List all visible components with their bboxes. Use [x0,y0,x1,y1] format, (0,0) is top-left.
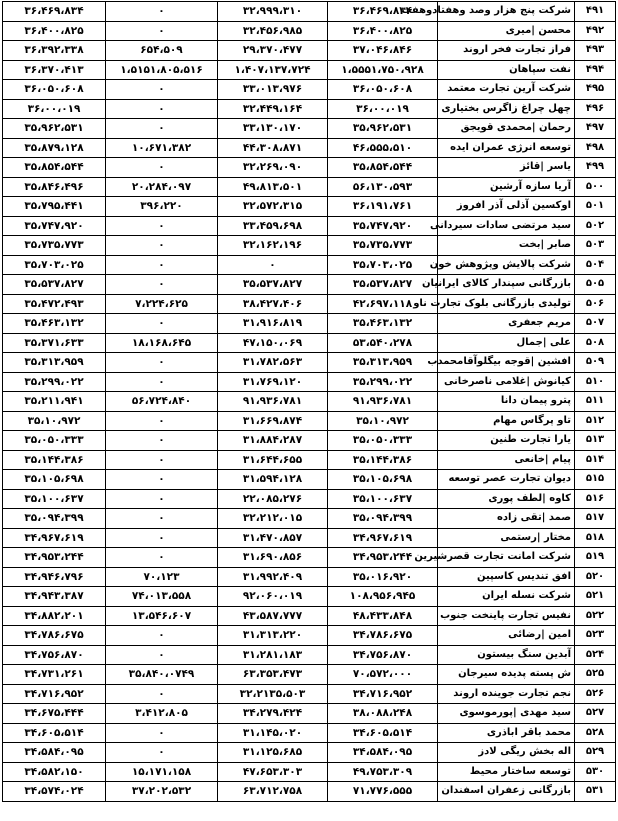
company-name: اله بخش ریگی لادز [438,743,575,763]
value-col-1: ۴۶،۵۵۵،۵۱۰ [328,138,438,158]
row-index: ۵۲۷ [575,704,616,724]
value-col-3: ۰ [106,470,218,490]
row-index: ۵۲۴ [575,645,616,665]
row-index: ۵۱۱ [575,392,616,412]
table-row [3,489,616,509]
company-name: چهل چراغ زاگرس بختیاری [438,99,575,119]
value-col-1: ۳۴،۹۶۷،۶۱۹ [328,528,438,548]
company-name: بازرگانی زعفران اسفندان [438,782,575,802]
value-col-4: ۳۴،۵۸۴،۰۹۵ [3,743,106,763]
company-name: نفت سپاهان [438,60,575,80]
table-row [3,21,616,41]
table-row [3,704,616,724]
table-row [3,431,616,451]
value-col-2: ۳۱،۶۴۴،۶۵۵ [218,450,328,470]
value-col-4: ۳۴،۹۶۷،۶۱۹ [3,528,106,548]
company-name: فراز تجارت فخر اروند [438,41,575,61]
value-col-4: ۳۵،۸۷۹،۱۲۸ [3,138,106,158]
table-row [3,177,616,197]
table-row [3,197,616,217]
value-col-2: ۳۱،۱۴۵،۰۲۰ [218,723,328,743]
table-row [3,762,616,782]
value-col-2: ۴۳،۵۸۷،۷۷۷ [218,606,328,626]
value-col-2: ۳۲،۲۱۳۵،۵۰۳ [218,684,328,704]
row-index: ۵۰۳ [575,236,616,256]
table-row [3,99,616,119]
table-row [3,255,616,275]
value-col-3: ۰ [106,509,218,529]
value-col-2: ۳۲،۴۵۶،۹۸۵ [218,21,328,41]
company-name: ش پسته پدیده سیرجان [438,665,575,685]
row-index: ۵۱۲ [575,411,616,431]
company-name: افشین |قوجه بیگلوآقامحمدب [438,353,575,373]
value-col-3: ۳۷،۲۰۲،۵۳۲ [106,782,218,802]
value-col-2: ۳۳،۴۵۹،۶۹۸ [218,216,328,236]
table-row [3,548,616,568]
value-col-3: ۰ [106,275,218,295]
table-row [3,626,616,646]
value-col-4: ۳۴،۷۱۶،۹۵۲ [3,684,106,704]
company-name: شرکت نسله ایران [438,587,575,607]
value-col-4: ۳۶،۴۰۰،۸۲۵ [3,21,106,41]
company-name: کاوه |لطف پوری [438,489,575,509]
value-col-2: ۳۱،۷۸۲،۵۶۳ [218,353,328,373]
row-index: ۴۹۱ [575,2,616,22]
value-col-1: ۳۵،۰۹۴،۳۹۹ [328,509,438,529]
value-col-4: ۳۵،۷۹۵،۴۴۱ [3,197,106,217]
table-row [3,60,616,80]
company-name: پترو پیمان دانا [438,392,575,412]
company-name: امین |رضائی [438,626,575,646]
value-col-4: ۳۵،۲۹۹،۰۲۲ [3,372,106,392]
value-col-3: ۰ [106,158,218,178]
company-name: توسعه انرژی عمران ایده [438,138,575,158]
value-col-4: ۳۶،۳۷۰،۴۱۳ [3,60,106,80]
value-col-2: ۳۳،۱۳۰،۱۷۰ [218,119,328,139]
value-col-1: ۳۵،۳۱۳،۹۵۹ [328,353,438,373]
value-col-4: ۳۵،۷۳۵،۷۷۳ [3,236,106,256]
value-col-4: ۳۶،۰۰،۰۱۹ [3,99,106,119]
value-col-1: ۳۴،۶۰۵،۵۱۴ [328,723,438,743]
company-name: مریم جعفری [438,314,575,334]
value-col-4: ۳۵،۳۷۱،۶۳۳ [3,333,106,353]
value-col-3: ۰ [106,743,218,763]
row-index: ۴۹۲ [575,21,616,41]
value-col-2: ۹۲،۰۶۰،۰۱۹ [218,587,328,607]
value-col-2: ۳۱،۸۸۴،۲۸۷ [218,431,328,451]
row-index: ۵۱۳ [575,431,616,451]
table-row [3,372,616,392]
value-col-3: ۱۵،۱۷۱،۱۵۸ [106,762,218,782]
value-col-3: ۰ [106,80,218,100]
value-col-1: ۴۲،۶۹۷،۱۱۸ [328,294,438,314]
value-col-3: ۷۴،۰۱۳،۵۵۸ [106,587,218,607]
row-index: ۵۲۳ [575,626,616,646]
value-col-1: ۳۵،۵۳۷،۸۲۷ [328,275,438,295]
row-index: ۴۹۹ [575,158,616,178]
data-table [2,1,616,802]
value-col-1: ۳۴،۷۱۶،۹۵۲ [328,684,438,704]
value-col-2: ۰ [218,255,328,275]
value-col-4: ۳۵،۱۰۰،۶۳۷ [3,489,106,509]
table-row [3,723,616,743]
company-name: آبدین سنگ بیستون [438,645,575,665]
value-col-1: ۳۶،۰۰،۰۱۹ [328,99,438,119]
value-col-2: ۳۲،۵۷۲،۳۱۵ [218,197,328,217]
value-col-1: ۳۵،۹۶۲،۵۳۱ [328,119,438,139]
value-col-1: ۳۴،۹۵۳،۲۴۴ [328,548,438,568]
row-index: ۴۹۴ [575,60,616,80]
table-row [3,236,616,256]
row-index: ۵۰۹ [575,353,616,373]
company-name: یاسر |قائز [438,158,575,178]
value-col-2: ۳۱،۲۸۱،۱۸۳ [218,645,328,665]
table-row [3,606,616,626]
row-index: ۵۲۱ [575,587,616,607]
value-col-2: ۳۲،۹۹۹،۳۱۰ [218,2,328,22]
table-row [3,275,616,295]
value-col-1: ۳۷،۰۴۶،۸۴۶ [328,41,438,61]
value-col-4: ۳۵،۰۹۴،۳۹۹ [3,509,106,529]
value-col-3: ۰ [106,119,218,139]
table-row [3,2,616,22]
row-index: ۵۱۵ [575,470,616,490]
value-col-2: ۳۱،۴۷۰،۸۵۷ [218,528,328,548]
row-index: ۵۱۶ [575,489,616,509]
value-col-1: ۵۶،۱۳۰،۵۹۳ [328,177,438,197]
value-col-1: ۱۰۸،۹۵۶،۹۴۵ [328,587,438,607]
value-col-3: ۲۰،۲۸۴،۰۹۷ [106,177,218,197]
table-body [3,2,616,802]
value-col-2: ۳۱،۹۹۲،۴۰۹ [218,567,328,587]
value-col-3: ۰ [106,372,218,392]
value-col-2: ۴۷،۶۵۳،۳۰۳ [218,762,328,782]
value-col-4: ۳۵،۲۱۱،۹۴۱ [3,392,106,412]
company-name: صمد |تقی زاده [438,509,575,529]
value-col-1: ۳۵،۷۳۵،۷۷۳ [328,236,438,256]
row-index: ۵۰۵ [575,275,616,295]
value-col-3: ۰ [106,255,218,275]
value-col-4: ۳۵،۸۴۶،۴۹۶ [3,177,106,197]
row-index: ۴۹۳ [575,41,616,61]
company-name: محمد باقر اباذری [438,723,575,743]
table-row [3,119,616,139]
value-col-1: ۹۱،۹۳۶،۷۸۱ [328,392,438,412]
value-col-3: ۷،۲۲۴،۶۲۵ [106,294,218,314]
value-col-3: ۰ [106,99,218,119]
value-col-2: ۱،۴۰۷،۱۳۷،۷۲۴ [218,60,328,80]
value-col-3: ۱،۵۱۵۱،۸۰۵،۵۱۶ [106,60,218,80]
value-col-1: ۳۵،۰۱۶،۹۲۰ [328,567,438,587]
value-col-4: ۳۵،۱۰،۹۷۲ [3,411,106,431]
value-col-2: ۳۱،۵۹۴،۱۲۸ [218,470,328,490]
value-col-1: ۳۵،۱۰،۹۷۲ [328,411,438,431]
value-col-1: ۴۸،۴۳۳،۸۴۸ [328,606,438,626]
value-col-2: ۳۵،۵۳۷،۸۲۷ [218,275,328,295]
company-name: بازرگانی سپندار کالای ایرانیان [438,275,575,295]
row-index: ۵۰۴ [575,255,616,275]
row-index: ۵۱۰ [575,372,616,392]
company-name: کیانوش |غلامی ناصرخانی [438,372,575,392]
company-name: نجم تجارت جوینده اروند [438,684,575,704]
company-name: سید مهدی |پورموسوی [438,704,575,724]
company-name: شرکت پالایش وپژوهش خون [438,255,575,275]
row-index: ۵۱۷ [575,509,616,529]
value-col-4: ۳۵،۸۵۴،۵۴۴ [3,158,106,178]
company-name: پیام |خانعی [438,450,575,470]
value-col-4: ۳۶،۴۶۹،۸۳۴ [3,2,106,22]
value-col-4: ۳۶،۳۹۲،۳۳۸ [3,41,106,61]
company-name: مختار |رستمی [438,528,575,548]
row-index: ۵۰۲ [575,216,616,236]
value-col-4: ۳۵،۷۴۷،۹۲۰ [3,216,106,236]
value-col-4: ۳۴،۸۸۲،۲۰۱ [3,606,106,626]
row-index: ۵۰۸ [575,333,616,353]
value-col-4: ۳۴،۷۳۱،۲۶۱ [3,665,106,685]
value-col-1: ۳۶،۱۹۱،۷۶۱ [328,197,438,217]
value-col-1: ۱،۵۵۵۱،۷۵۰،۹۲۸ [328,60,438,80]
company-name: آریا سازه آرشین [438,177,575,197]
table-row [3,353,616,373]
row-index: ۵۰۶ [575,294,616,314]
row-index: ۵۰۰ [575,177,616,197]
value-col-3: ۰ [106,236,218,256]
value-col-4: ۳۴،۷۸۶،۶۷۵ [3,626,106,646]
value-col-2: ۳۱،۳۱۳،۲۲۰ [218,626,328,646]
value-col-4: ۳۴،۵۷۴،۰۲۴ [3,782,106,802]
value-col-2: ۳۲،۴۴۹،۱۶۴ [218,99,328,119]
value-col-1: ۷۱،۷۷۶،۵۵۵ [328,782,438,802]
table-row [3,158,616,178]
value-col-2: ۳۲،۱۶۲،۱۹۶ [218,236,328,256]
row-index: ۵۱۸ [575,528,616,548]
value-col-2: ۶۳،۷۱۲،۷۵۸ [218,782,328,802]
table-row [3,587,616,607]
value-col-3: ۰ [106,2,218,22]
value-col-1: ۴۹،۷۵۳،۳۰۹ [328,762,438,782]
table-row [3,294,616,314]
value-col-3: ۰ [106,528,218,548]
value-col-1: ۳۶،۴۰۰،۸۲۵ [328,21,438,41]
table-row [3,567,616,587]
value-col-1: ۳۵،۷۴۷،۹۲۰ [328,216,438,236]
table-row [3,782,616,802]
value-col-4: ۳۵،۱۰۵،۶۹۸ [3,470,106,490]
table-row [3,684,616,704]
value-col-3: ۰ [106,314,218,334]
value-col-2: ۲۲،۰۸۵،۲۷۶ [218,489,328,509]
value-col-4: ۳۴،۵۸۲،۱۵۰ [3,762,106,782]
company-name: نفیس تجارت پاینخت جنوب [438,606,575,626]
value-col-2: ۳۱،۷۶۹،۱۲۰ [218,372,328,392]
row-index: ۵۲۶ [575,684,616,704]
value-col-4: ۳۵،۱۴۴،۳۸۶ [3,450,106,470]
value-col-1: ۳۶،۴۶۹،۸۳۴ [328,2,438,22]
value-col-3: ۰ [106,684,218,704]
value-col-4: ۳۴،۷۵۶،۸۷۰ [3,645,106,665]
row-index: ۴۹۶ [575,99,616,119]
company-name: افق تندیس کاسپین [438,567,575,587]
row-index: ۵۲۸ [575,723,616,743]
value-col-1: ۳۵،۱۰۵،۶۹۸ [328,470,438,490]
value-col-2: ۳۱،۶۹۰،۸۵۶ [218,548,328,568]
value-col-1: ۳۵،۷۰۳،۰۲۵ [328,255,438,275]
row-index: ۵۲۹ [575,743,616,763]
value-col-4: ۳۶،۰۵۰،۶۰۸ [3,80,106,100]
row-index: ۵۲۰ [575,567,616,587]
value-col-2: ۲۹،۳۷۰،۴۷۷ [218,41,328,61]
value-col-4: ۳۴،۶۰۵،۵۱۴ [3,723,106,743]
value-col-4: ۳۴،۹۴۳،۳۸۷ [3,587,106,607]
value-col-2: ۳۱،۱۲۵،۶۸۵ [218,743,328,763]
company-name: اوکسین آذلی آذر افروز [438,197,575,217]
value-col-2: ۹۱،۹۳۶،۷۸۱ [218,392,328,412]
value-col-4: ۳۴،۹۵۳،۲۴۴ [3,548,106,568]
value-col-3: ۰ [106,548,218,568]
value-col-2: ۶۳،۳۵۳،۴۷۳ [218,665,328,685]
value-col-3: ۳۹۶،۲۲۰ [106,197,218,217]
row-index: ۵۱۴ [575,450,616,470]
value-col-2: ۴۴،۳۰۸،۸۷۱ [218,138,328,158]
row-index: ۵۳۱ [575,782,616,802]
company-name: علی |جمال [438,333,575,353]
value-col-2: ۴۷،۱۵۰،۰۶۹ [218,333,328,353]
value-col-3: ۳۵،۸۴۰،۰۷۴۹ [106,665,218,685]
company-name: تاو پرگاس مهام [438,411,575,431]
value-col-1: ۳۵،۲۹۹،۰۲۲ [328,372,438,392]
table-row [3,80,616,100]
value-col-4: ۳۵،۴۶۳،۱۳۲ [3,314,106,334]
value-col-1: ۷۰،۵۷۲،۰۰۰ [328,665,438,685]
table-row [3,314,616,334]
table-row [3,509,616,529]
value-col-2: ۳۸،۴۲۷،۴۰۶ [218,294,328,314]
company-name: شرکت امانت تجارت قصرشیرین [438,548,575,568]
value-col-2: ۴۹،۸۱۳،۵۰۱ [218,177,328,197]
value-col-4: ۳۵،۵۳۷،۸۲۷ [3,275,106,295]
table-row [3,743,616,763]
value-col-2: ۳۳،۰۱۳،۹۷۶ [218,80,328,100]
value-col-3: ۰ [106,723,218,743]
value-col-1: ۳۵،۸۵۴،۵۴۴ [328,158,438,178]
value-col-1: ۳۴،۷۵۶،۸۷۰ [328,645,438,665]
value-col-3: ۷۰،۱۲۳ [106,567,218,587]
value-col-2: ۳۱،۹۱۶،۸۱۹ [218,314,328,334]
value-col-3: ۰ [106,450,218,470]
value-col-3: ۰ [106,489,218,509]
value-col-3: ۰ [106,431,218,451]
table-row [3,333,616,353]
company-name: صابر |بخت [438,236,575,256]
value-col-2: ۳۱،۶۶۹،۸۷۴ [218,411,328,431]
row-index: ۴۹۵ [575,80,616,100]
value-col-1: ۳۵،۱۴۴،۳۸۶ [328,450,438,470]
company-name: تولیدی بازرگانی بلوک تجارت ناو [438,294,575,314]
table-row [3,470,616,490]
row-index: ۵۰۱ [575,197,616,217]
value-col-1: ۳۶،۰۵۰،۶۰۸ [328,80,438,100]
company-name: شرکت پنج هزار وصد وهفتادوهفت [438,2,575,22]
company-name: سید مرتضی سادات سیردانی [438,216,575,236]
table-row [3,528,616,548]
table-row [3,392,616,412]
value-col-1: ۳۵،۱۰۰،۶۳۷ [328,489,438,509]
value-col-2: ۳۲،۲۶۹،۰۹۰ [218,158,328,178]
row-index: ۵۱۹ [575,548,616,568]
value-col-4: ۳۵،۷۰۳،۰۲۵ [3,255,106,275]
value-col-3: ۱۰،۶۷۱،۳۸۲ [106,138,218,158]
value-col-4: ۳۵،۳۱۳،۹۵۹ [3,353,106,373]
row-index: ۵۰۷ [575,314,616,334]
table-row [3,665,616,685]
table-row [3,216,616,236]
value-col-3: ۶۵۴،۵۰۹ [106,41,218,61]
company-name: یارا تجارت طنین [438,431,575,451]
value-col-4: ۳۵،۹۶۲،۵۳۱ [3,119,106,139]
value-col-4: ۳۵،۴۷۲،۴۹۳ [3,294,106,314]
row-index: ۵۳۰ [575,762,616,782]
value-col-3: ۰ [106,626,218,646]
row-index: ۴۹۷ [575,119,616,139]
table-row [3,411,616,431]
value-col-3: ۰ [106,21,218,41]
value-col-1: ۳۴،۵۸۴،۰۹۵ [328,743,438,763]
value-col-1: ۳۵،۰۵۰،۳۳۳ [328,431,438,451]
value-col-1: ۳۴،۷۸۶،۶۷۵ [328,626,438,646]
company-name: توسعه ساختار محیط [438,762,575,782]
company-name: رحمان |محمدی قویجق [438,119,575,139]
value-col-1: ۳۵،۴۶۳،۱۳۲ [328,314,438,334]
row-index: ۵۲۲ [575,606,616,626]
table-row [3,41,616,61]
value-col-3: ۰ [106,353,218,373]
value-col-1: ۵۳،۵۴۰،۲۷۸ [328,333,438,353]
value-col-4: ۳۵،۰۵۰،۳۳۳ [3,431,106,451]
table-row [3,138,616,158]
value-col-3: ۰ [106,645,218,665]
company-name: شرکت آرین تجارت معتمد [438,80,575,100]
table-row [3,450,616,470]
value-col-3: ۳،۴۱۲،۸۰۵ [106,704,218,724]
value-col-3: ۰ [106,216,218,236]
value-col-3: ۰ [106,411,218,431]
value-col-3: ۱۳،۵۴۶،۶۰۷ [106,606,218,626]
value-col-4: ۳۴،۹۴۶،۷۹۶ [3,567,106,587]
company-name: دیوان تجارت عصر توسعه [438,470,575,490]
value-col-1: ۳۸،۰۸۸،۲۴۸ [328,704,438,724]
value-col-2: ۳۴،۲۷۹،۴۲۴ [218,704,328,724]
value-col-3: ۵۶،۷۲۴،۸۴۰ [106,392,218,412]
value-col-4: ۳۴،۶۷۵،۴۴۴ [3,704,106,724]
value-col-3: ۱۸،۱۶۸،۶۴۵ [106,333,218,353]
value-col-2: ۳۲،۲۱۲،۰۱۵ [218,509,328,529]
table-row [3,645,616,665]
row-index: ۵۲۵ [575,665,616,685]
company-name: محسن |میری [438,21,575,41]
row-index: ۴۹۸ [575,138,616,158]
